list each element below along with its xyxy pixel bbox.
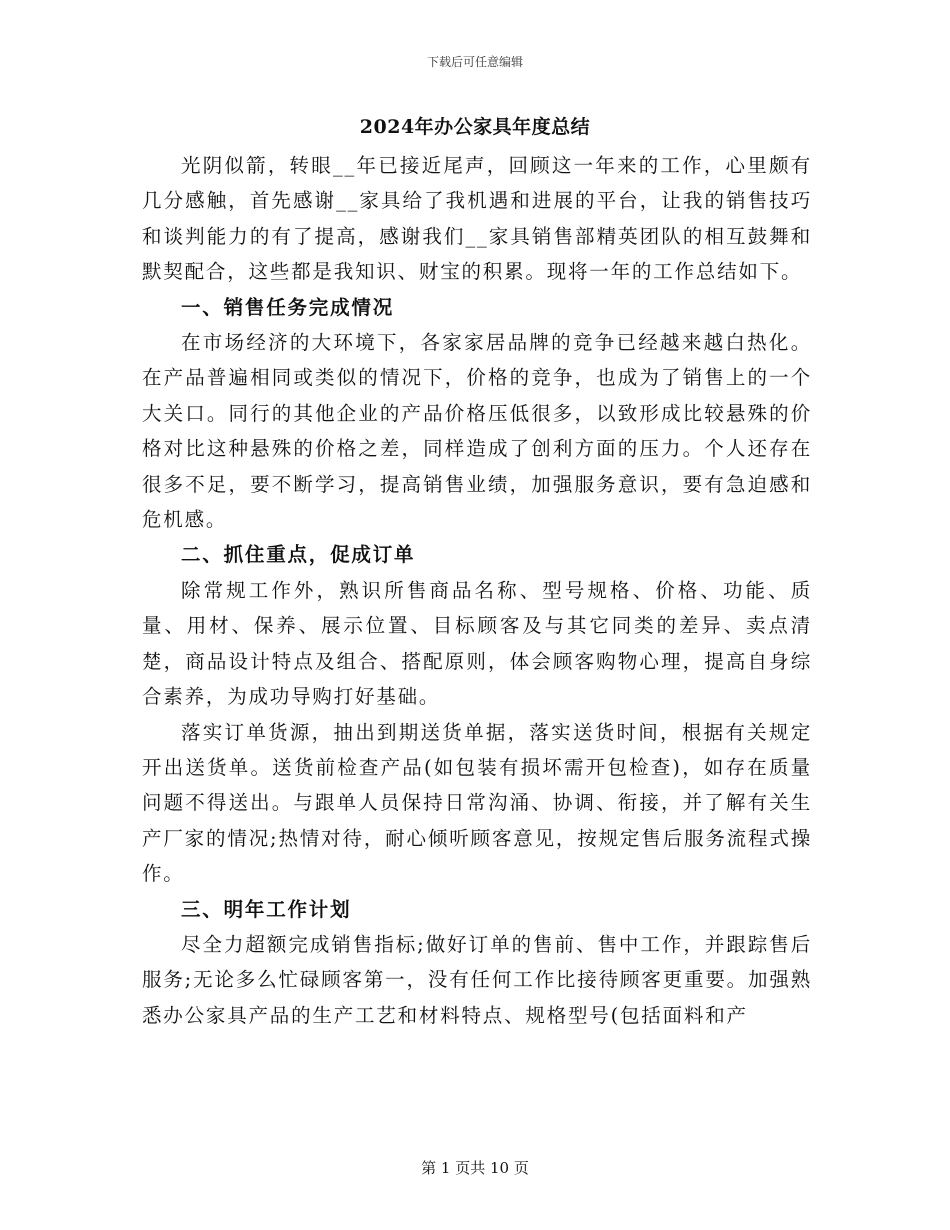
page-footer: 第 1 页共 10 页 [421, 1159, 529, 1177]
sales-paragraph: 在市场经济的大环境下，各家家居品牌的竞争已经越来越白热化。在产品普遍相同或类似的情况下，价格的竞争，也成为了销售上的一个大关口。同行的其他企业的产品价格压低很多，以致形成比较悬殊的价格对比这种悬殊的价格之差，同样造成了创利方面的压力。个人还存在很多不足，要不断学习，提高销售业绩，加强服务意识，要有急迫感和危机感。 [142, 331, 812, 532]
intro-paragraph: 光阴似箭，转眼__年已接近尾声，回顾这一年来的工作，心里颇有几分感触，首先感谢__家具给了我机遇和进展的平台，让我的销售技巧和谈判能力的有了提高，感谢我们__家具销售部精英团队的相互鼓舞和默契配合，这些都是我知识、财宝的积累。现将一年的工作总结如下。 [142, 154, 812, 284]
orders-paragraph-2: 落实订单货源，抽出到期送货单据，落实送货时间，根据有关规定开出送货单。送货前检查产品(如包装有损坏需开包检查)，如存在质量问题不得送出。与跟单人员保持日常沟涌、协调、衔接，并了解有关生产厂家的情况;热情对待，耐心倾听顾客意见，按规定售后服务流程式操作。 [142, 720, 812, 886]
document-title: 2024年办公家具年度总结 [359, 116, 591, 138]
section-heading-sales: 一、销售任务完成情况 [181, 295, 395, 319]
orders-paragraph-1: 除常规工作外，熟识所售商品名称、型号规格、价格、功能、质量、用材、保养、展示位置、目标顾客及与其它同类的差异、卖点清楚，商品设计特点及组合、搭配原则，体会顾客购物心理，提高自身综合素养，为成功导购打好基础。 [142, 578, 812, 709]
page-header: 下载后可任意编辑 [426, 55, 523, 69]
section-heading-plan: 三、明年工作计划 [181, 897, 352, 921]
section-heading-orders: 二、抓住重点，促成订单 [181, 543, 416, 567]
document-body [142, 148, 812, 1033]
plan-paragraph: 尽全力超额完成销售指标;做好订单的售前、售中工作，并跟踪售后服务;无论多么忙碌顾客第一，没有任何工作比接待顾客更重要。加强熟悉办公家具产品的生产工艺和材料特点、规格型号(包括面料和产 [142, 932, 812, 1027]
